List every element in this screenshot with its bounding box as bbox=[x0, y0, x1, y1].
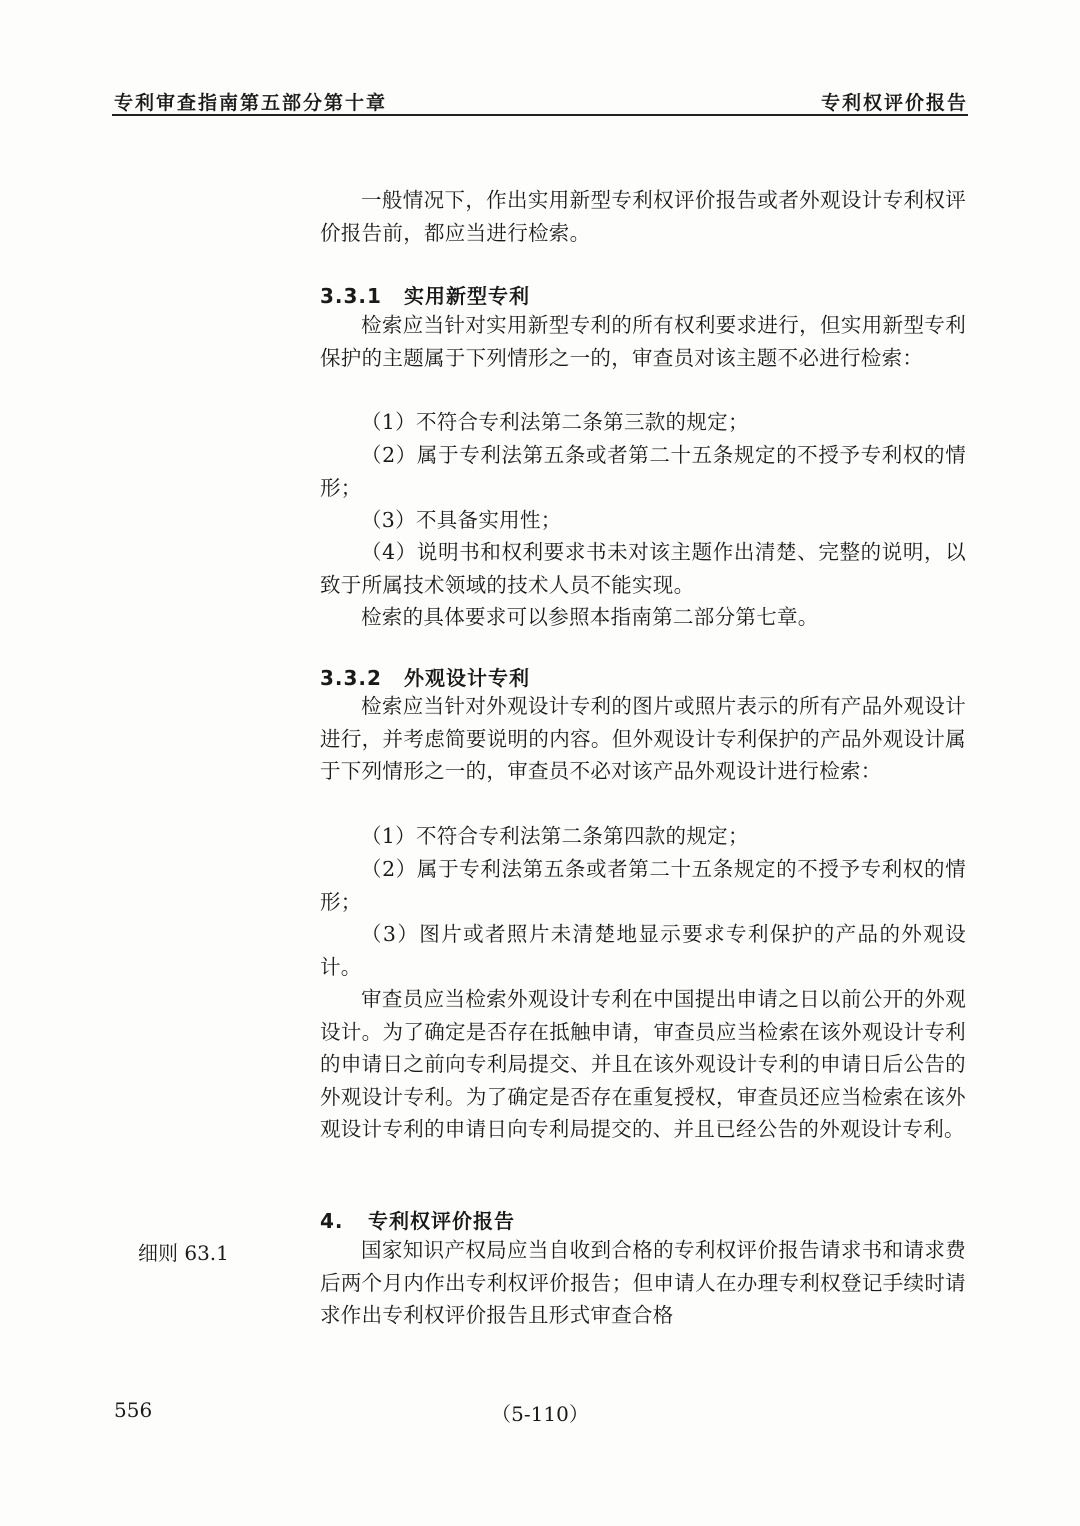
list-item: （1）不符合专利法第二条第四款的规定； bbox=[361, 824, 749, 848]
heading-number: 3.3.1 bbox=[320, 284, 382, 308]
section-page-number: （5-110） bbox=[491, 1402, 589, 1426]
list-item: （4）说明书和权利要求书未对该主题作出清楚、完整的说明，以致于所属技术领域的技术人员不能实现。 bbox=[320, 540, 966, 597]
paragraph: 检索的具体要求可以参照本指南第二部分第七章。 bbox=[361, 605, 819, 629]
heading-title: 外观设计专利 bbox=[404, 666, 530, 690]
list-item: （1）不符合专利法第二条第三款的规定； bbox=[361, 410, 749, 434]
heading-title: 实用新型专利 bbox=[404, 284, 530, 308]
intro-paragraph: 一般情况下，作出实用新型专利权评价报告或者外观设计专利权评价报告前，都应当进行检索。 bbox=[320, 188, 966, 245]
list-item: （2）属于专利法第五条或者第二十五条规定的不授予专利权的情形； bbox=[320, 443, 966, 500]
heading-3-3-2 bbox=[320, 662, 530, 691]
heading-title: 专利权评价报告 bbox=[368, 1209, 515, 1233]
list-item: （2）属于专利法第五条或者第二十五条规定的不授予专利权的情形； bbox=[320, 857, 966, 914]
heading-number: 3.3.2 bbox=[320, 666, 382, 690]
paragraph: 检索应当针对外观设计专利的图片或照片表示的所有产品外观设计进行，并考虑简要说明的内容。但外观设计专利保护的产品外观设计属于下列情形之一的，审查员不必对该产品外观设计进行检索： bbox=[320, 694, 966, 783]
heading-3-3-1 bbox=[320, 280, 530, 309]
list-item: （3）不具备实用性； bbox=[361, 508, 562, 532]
paragraph: 国家知识产权局应当自收到合格的专利权评价报告请求书和请求费后两个月内作出专利权评价报告；但申请人在办理专利权登记手续时请求作出专利权评价报告且形式审查合格 bbox=[320, 1238, 966, 1327]
header-rule bbox=[112, 114, 968, 116]
running-header-chapter: 专利权评价报告 bbox=[820, 92, 968, 114]
heading-4 bbox=[320, 1205, 515, 1234]
running-header-title: 专利审查指南第五部分第十章 bbox=[114, 92, 388, 114]
heading-number: 4. bbox=[320, 1209, 344, 1233]
page-number: 556 bbox=[114, 1398, 153, 1422]
margin-note: 细则 63.1 bbox=[138, 1241, 229, 1265]
list-item: （3）图片或者照片未清楚地显示要求专利保护的产品的外观设计。 bbox=[320, 922, 966, 979]
paragraph: 检索应当针对实用新型专利的所有权利要求进行，但实用新型专利保护的主题属于下列情形之一的，审查员对该主题不必进行检索： bbox=[320, 313, 966, 370]
paragraph: 审查员应当检索外观设计专利在中国提出申请之日以前公开的外观设计。为了确定是否存在抵触申请，审查员应当检索在该外观设计专利的申请日之前向专利局提交、并且在该外观设计专利的申请日后公告的外观设计专利。为了确定是否存在重复授权，审查员还应当检索在该外观设计专利的申请日向专利局提交的、并且已经公告的外观设计专利。 bbox=[320, 987, 966, 1141]
